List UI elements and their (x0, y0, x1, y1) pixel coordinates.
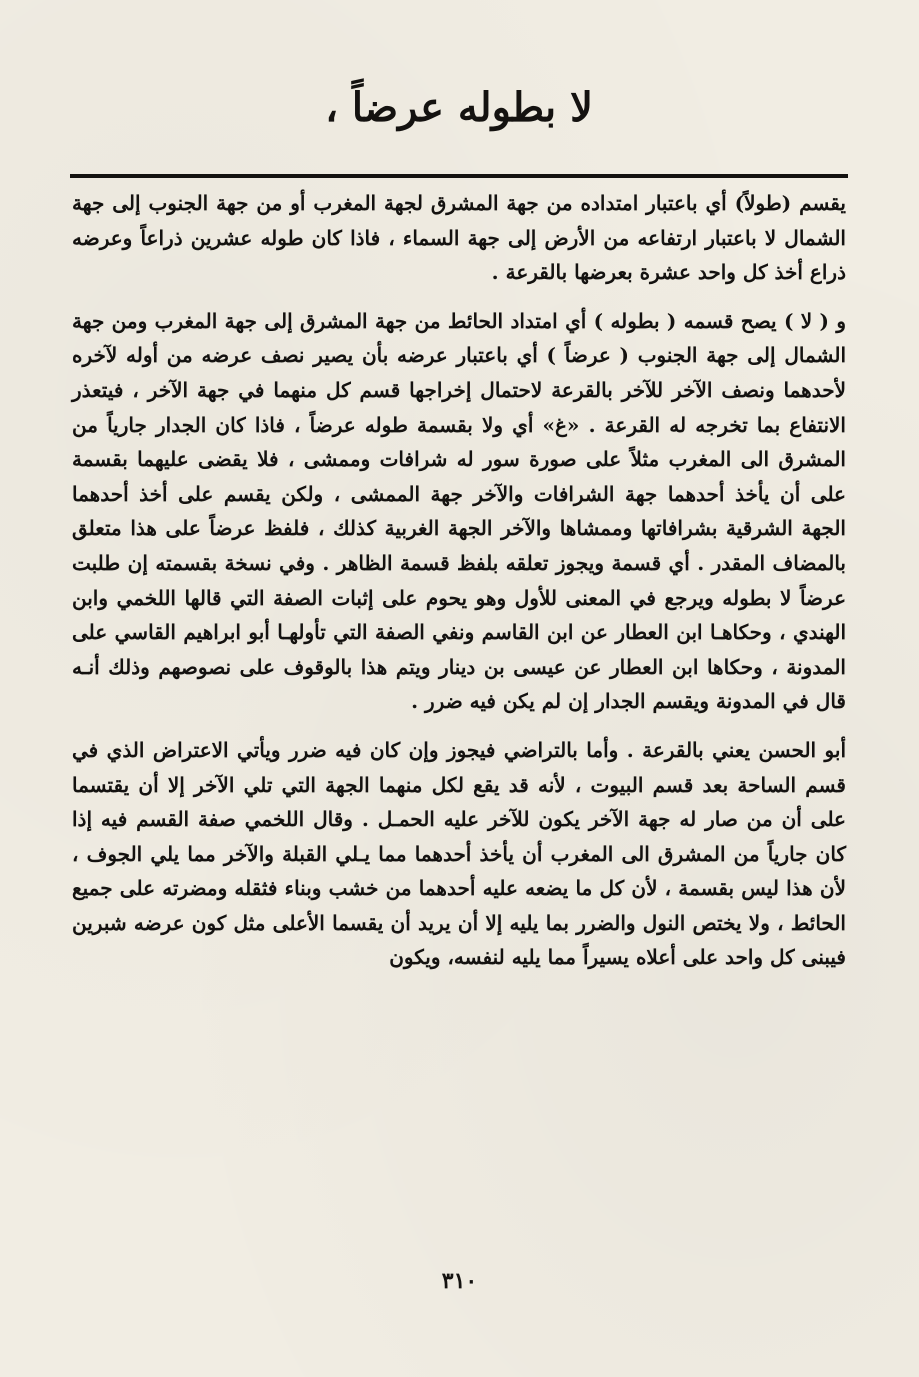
header-rule (70, 174, 848, 178)
paragraph-1: يقسم (طولاً) أي باعتبار امتداده من جهة المشرق لجهة المغرب أو من جهة الجنوب إلى جهة الشمال لا باعتبار ارتفاعه من الأرض إلى جهة السماء ، فاذا كان طوله عشرين ذراعاً وعرضه ذراع أخذ كل واحد عشرة بعرضها بالقرعة . (72, 191, 846, 285)
body-text (72, 186, 846, 975)
page-number: ٣١٠ (441, 1268, 478, 1294)
running-title: لا بطوله عرضاً ، (325, 84, 593, 131)
paragraph-3: أبو الحسن يعني بالقرعة . وأما بالتراضي فيجوز وإن كان فيه ضرر ويأتي الاعتراض الذي في قسم الساحة بعد قسم البيوت ، لأنه قد يقع لكل منهما الجهة التي تلي الآخر إلا أن يقتسما على أن من صار له جهة الآخر يكون للآخر عليه الحمـل . وقال اللخمي صفة القسم فيه إذا كان جارياً من المشرق الى المغرب أن يأخذ أحدهما مما يـلي القبلة والآخر مما يلي الجوف ، لأن هذا ليس بقسمة ، لأن كل ما يضعه عليه أحدهما من خشب وبناء فثقله ومضرته على جميع الحائط ، ولا يختص النول والضرر بما يليه إلا أن يريد أن يقسما الأعلى مثل كون عرضه شبرين فيبنى كل واحد على أعلاه يسيراً مما يليه لنفسه، ويكون (72, 737, 846, 970)
paragraph-2: و ( لا ) يصح قسمه ( بطوله ) أي امتداد الحائط من جهة المشرق إلى جهة المغرب ومن جهة الشمال إلى جهة الجنوب ( عرضاً ) أي باعتبار عرضه بأن يصير نصف عرضه من أوله لآخره لأحدهما ونصف الآخر للآخر بالقرعة لاحتمال إخراجها قسم كل منهما في جهة الآخر ، فيتعذر الانتفاع بما تخرجه له القرعة . «غ» أي ولا بقسمة طوله عرضاً ، فاذا كان الجدار جارياً من المشرق الى المغرب مثلاً على صورة سور له شرافات وممشى ، فلا يقضى عليهما بقسمة على أن يأخذ أحدهما جهة الشرافات والآخر جهة الممشى ، ولكن يقسم على أخذ أحدهما الجهة الشرقية بشرافاتها وممشاها والآخر الجهة الغربية كذلك ، فلفظ عرضاً على هذا متعلق بالمضاف المقدر . أي قسمة ويجوز تعلقه بلفظ قسمة الظاهر . وفي نسخة بقسمته إن طلبت عرضاً لا بطوله ويرجع في المعنى للأول وهو يحوم على إثبات الصفة التي قالها اللخمي وابن الهندي ، وحكاهـا ابن العطار عن ابن القاسم ونفي الصفة التي تأولهـا أبو ابراهيم القاسي على المدونة ، وحكاها ابن العطار عن عيسى بن دينار ويتم هذا بالوقوف على نصوصهم وذلك أنـه قال في المدونة ويقسم الجدار إن لم يكن فيه ضرر . (72, 308, 846, 714)
